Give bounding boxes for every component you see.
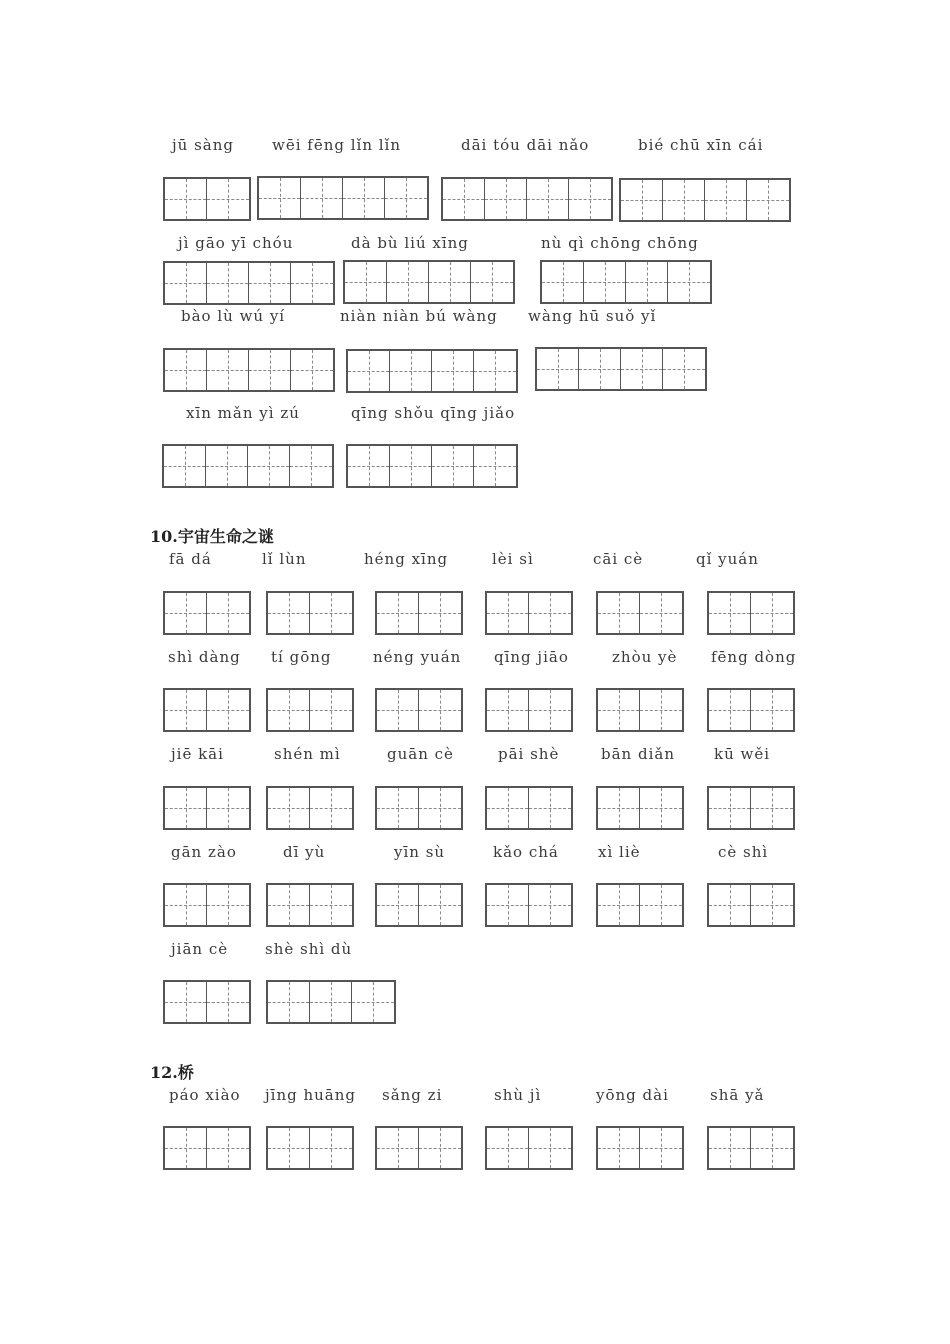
writing-grid[interactable] [375,1126,463,1170]
writing-grid[interactable] [596,688,684,732]
pinyin-label: dāi tóu dāi nǎo [461,136,590,154]
section-heading: 12.桥 [150,1063,194,1082]
writing-grid[interactable] [707,591,795,635]
pinyin-label: héng xīng [364,550,449,568]
pinyin-label: yōng dài [596,1086,669,1104]
writing-grid[interactable] [346,444,518,488]
pinyin-label: néng yuán [373,648,462,666]
writing-grid[interactable] [163,261,335,305]
pinyin-label: gān zào [171,843,237,861]
pinyin-label: sǎng zi [382,1086,443,1104]
writing-grid[interactable] [162,444,334,488]
writing-grid[interactable] [163,688,251,732]
pinyin-label: zhòu yè [612,648,678,666]
pinyin-label: fā dá [169,550,212,568]
writing-grid[interactable] [375,688,463,732]
writing-grid[interactable] [163,1126,251,1170]
pinyin-label: dī yù [283,843,326,861]
writing-grid[interactable] [343,260,515,304]
writing-grid[interactable] [596,1126,684,1170]
pinyin-label: qǐ yuán [696,550,759,568]
pinyin-label: páo xiào [169,1086,241,1104]
writing-grid[interactable] [707,883,795,927]
section-heading: 10.宇宙生命之谜 [150,527,274,546]
pinyin-label: niàn niàn bú wàng [340,307,498,325]
pinyin-label: yīn sù [394,843,446,861]
pinyin-label: kǎo chá [493,843,559,861]
writing-grid[interactable] [266,980,396,1024]
pinyin-label: shè shì dù [265,940,353,958]
writing-grid[interactable] [375,883,463,927]
writing-grid[interactable] [163,980,251,1024]
writing-grid[interactable] [596,883,684,927]
writing-grid[interactable] [485,883,573,927]
writing-grid[interactable] [266,1126,354,1170]
pinyin-label: pāi shè [498,745,560,763]
writing-grid[interactable] [485,786,573,830]
writing-grid[interactable] [346,349,518,393]
writing-grid[interactable] [441,177,613,221]
writing-grid[interactable] [163,883,251,927]
writing-grid[interactable] [707,688,795,732]
pinyin-label: jì gāo yī chóu [178,234,294,252]
pinyin-label: bié chū xīn cái [638,136,764,154]
pinyin-label: wēi fēng lǐn lǐn [272,136,402,154]
writing-grid[interactable] [375,591,463,635]
writing-grid[interactable] [266,688,354,732]
pinyin-label: jīng huāng [265,1086,357,1104]
writing-grid[interactable] [540,260,712,304]
writing-grid[interactable] [163,786,251,830]
writing-grid[interactable] [375,786,463,830]
pinyin-label: jū sàng [172,136,234,154]
pinyin-label: fēng dòng [711,648,797,666]
writing-grid[interactable] [266,786,354,830]
pinyin-label: wàng hū suǒ yǐ [528,307,657,325]
pinyin-label: xì liè [598,843,641,861]
writing-grid[interactable] [163,591,251,635]
pinyin-label: shā yǎ [710,1086,765,1104]
pinyin-label: tí gōng [271,648,332,666]
writing-grid[interactable] [485,1126,573,1170]
writing-grid[interactable] [163,348,335,392]
writing-grid[interactable] [163,177,251,221]
pinyin-label: cè shì [718,843,769,861]
writing-grid[interactable] [257,176,429,220]
pinyin-label: lèi sì [492,550,534,568]
pinyin-label: bào lù wú yí [181,307,286,325]
writing-grid[interactable] [535,347,707,391]
pinyin-label: qīng shǒu qīng jiǎo [351,404,516,422]
pinyin-label: nù qì chōng chōng [541,234,699,252]
writing-grid[interactable] [266,591,354,635]
pinyin-label: guān cè [387,745,454,763]
pinyin-label: qīng jiāo [494,648,569,666]
pinyin-label: lǐ lùn [262,550,307,568]
pinyin-label: bān diǎn [601,745,675,763]
writing-grid[interactable] [485,591,573,635]
pinyin-label: shén mì [274,745,341,763]
pinyin-label: shù jì [494,1086,542,1104]
writing-grid[interactable] [485,688,573,732]
writing-grid[interactable] [707,1126,795,1170]
pinyin-label: jiē kāi [171,745,224,763]
writing-grid[interactable] [266,883,354,927]
writing-grid[interactable] [619,178,791,222]
pinyin-label: shì dàng [168,648,241,666]
pinyin-label: dà bù liú xīng [351,234,469,252]
pinyin-label: jiān cè [171,940,229,958]
pinyin-label: cāi cè [593,550,644,568]
writing-grid[interactable] [596,591,684,635]
pinyin-label: xīn mǎn yì zú [186,404,300,422]
writing-grid[interactable] [596,786,684,830]
pinyin-label: kū wěi [714,745,771,763]
writing-grid[interactable] [707,786,795,830]
